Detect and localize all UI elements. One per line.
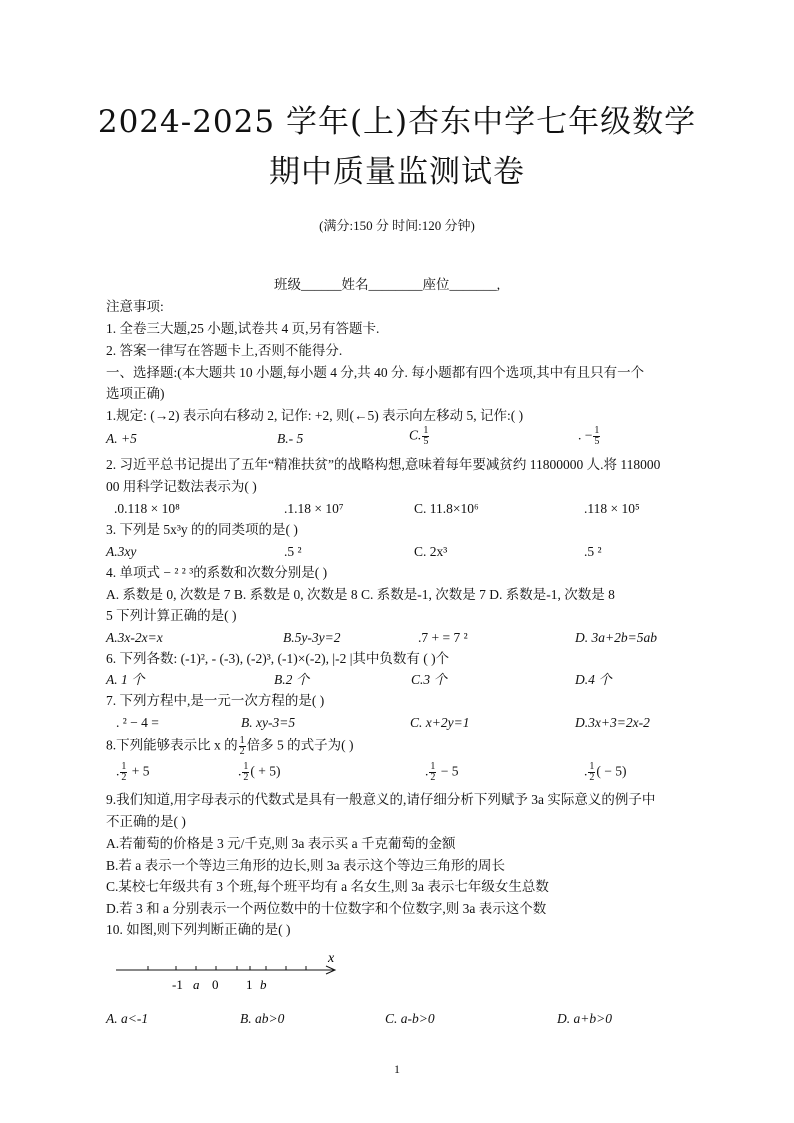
q9-option-d: D.若 3 和 a 分别表示一个两位数中的十位数字和个位数字,则 3a 表示这个数 (106, 901, 547, 916)
q2-option-d: .118 × 10⁵ (584, 501, 640, 516)
fraction: $\frac{1}{2}$ (589, 761, 595, 783)
page-number: 1 (394, 1062, 400, 1076)
q2-option-c: C. 11.8×10⁶ (414, 501, 479, 516)
q7-option-c: C. x+2y=1 (410, 715, 470, 730)
q1-option-a: A. +5 (106, 431, 137, 446)
tick-label: a (193, 977, 200, 992)
axis-label: x (328, 951, 335, 966)
section-heading-cont: 选项正确) (106, 386, 165, 401)
tick-label: b (260, 977, 267, 992)
q1-option-d: . − $\frac{1}{5}$ (578, 425, 600, 447)
q9-option-c: C.某校七年级共有 3 个班,每个班平均有 a 名女生,则 3a 表示七年级女生总数 (106, 879, 549, 894)
student-info: 班级______姓名________座位_______, (274, 277, 501, 292)
page-title-line1: 2024-2025 学年(上)杏东中学七年级数学 (97, 104, 697, 140)
tick-label: 0 (212, 977, 219, 992)
question-8-stem: 8.下列能够表示比 x 的 $\frac{1}{2}$ 倍多 5 的式子为( ) (106, 735, 354, 757)
question-5-stem: 5 下列计算正确的是( ) (106, 608, 237, 623)
q3-option-d: .5 ² (584, 544, 602, 559)
question-9-stem-cont: 不正确的是( ) (106, 814, 186, 829)
q3-option-a: A.3xy (106, 544, 137, 559)
number-line-figure (110, 948, 350, 998)
question-2-stem: 2. 习近平总书记提出了五年“精准扶贫”的战略构想,意味着每年要减贫约 11800000 人.将 118000 (106, 457, 661, 472)
q9-option-b: B.若 a 表示一个等边三角形的边长,则 3a 表示这个等边三角形的周长 (106, 858, 505, 873)
note-item: 2. 答案一律写在答题卡上,否则不能得分. (106, 343, 343, 358)
question-3-stem: 3. 下列是 5x³y 的的同类项的是( ) (106, 522, 298, 537)
q7-option-b: B. xy-3=5 (241, 715, 296, 730)
fraction: $\frac{1}{2}$ (243, 761, 249, 783)
q10-option-a: A. a<-1 (106, 1011, 149, 1026)
tick-label: -1 (172, 977, 183, 992)
question-6-stem: 6. 下列各数: (-1)², - (-3), (-2)³, (-1)×(-2), |-2 |其中负数有 ( )个 (106, 651, 450, 666)
fraction: $\frac{1}{2}$ (121, 761, 127, 783)
section-heading: 一、选择题:(本大题共 10 小题,每小题 4 分,共 40 分. 每小题都有四个选项,其中有且只有一个 (106, 365, 645, 380)
q10-option-d: D. a+b>0 (557, 1011, 612, 1026)
fraction: $\frac{1}{2}$ (430, 761, 436, 783)
question-1-stem: 1.规定: (→2) 表示向右移动 2, 记作: +2, 则(←5) 表示向左移动 5, 记作:( ) (106, 408, 524, 423)
question-9-stem: 9.我们知道,用字母表示的代数式是具有一般意义的,请仔细分析下列赋予 3a 实际意义的例子中 (106, 792, 656, 807)
fraction: $\frac{1}{2}$ (239, 735, 245, 757)
q5-option-a: A.3x-2x=x (106, 630, 163, 645)
q6-option-a: A. 1 个 (106, 672, 145, 687)
q6-option-c: C.3 个 (411, 672, 448, 687)
page-title-line2: 期中质量监测试卷 (269, 154, 525, 190)
q4-options: A. 系数是 0, 次数是 7 B. 系数是 0, 次数是 8 C. 系数是-1, 次数是 7 D. 系数是-1, 次数是 8 (106, 587, 615, 602)
q5-option-b: B.5y-3y=2 (283, 630, 341, 645)
exam-subtitle: (满分:150 分 时间:120 分钟) (319, 218, 475, 233)
question-10-stem: 10. 如图,则下列判断正确的是( ) (106, 922, 291, 937)
fraction: $\frac{1}{5}$ (594, 425, 600, 447)
q6-option-b: B.2 个 (274, 672, 310, 687)
q9-option-a: A.若葡萄的价格是 3 元/千克,则 3a 表示买 a 千克葡萄的金额 (106, 836, 456, 851)
q6-option-d: D.4 个 (575, 672, 612, 687)
q3-option-c: C. 2x³ (414, 544, 448, 559)
q2-option-b: .1.18 × 10⁷ (284, 501, 344, 516)
q3-option-b: .5 ² (284, 544, 302, 559)
notes-heading: 注意事项: (106, 299, 164, 314)
q10-option-b: B. ab>0 (240, 1011, 285, 1026)
q2-option-a: .0.118 × 10⁸ (114, 501, 180, 516)
tick-label: 1 (246, 977, 253, 992)
q1-option-c: C. $\frac{1}{5}$ (409, 425, 429, 447)
q5-option-c: .7 + = 7 ² (418, 630, 468, 645)
q8-option-c: . $\frac{1}{2}$ − 5 (425, 761, 459, 783)
q8-option-a: . $\frac{1}{2}$ + 5 (116, 761, 150, 783)
q7-option-a: . ² − 4 = (116, 715, 159, 730)
q10-option-c: C. a-b>0 (385, 1011, 435, 1026)
q5-option-d: D. 3a+2b=5ab (575, 630, 657, 645)
q8-option-b: . $\frac{1}{2}$ ( + 5) (238, 761, 281, 783)
note-item: 1. 全卷三大题,25 小题,试卷共 4 页,另有答题卡. (106, 321, 380, 336)
fraction: $\frac{1}{5}$ (423, 425, 429, 447)
question-2-stem-cont: 00 用科学记数法表示为( ) (106, 479, 257, 494)
question-4-stem: 4. 单项式 − ² ² ³的系数和次数分别是( ) (106, 565, 328, 580)
question-7-stem: 7. 下列方程中,是一元一次方程的是( ) (106, 693, 325, 708)
q7-option-d: D.3x+3=2x-2 (575, 715, 650, 730)
q1-option-b: B.- 5 (277, 431, 304, 446)
q8-option-d: . $\frac{1}{2}$ ( − 5) (584, 761, 627, 783)
